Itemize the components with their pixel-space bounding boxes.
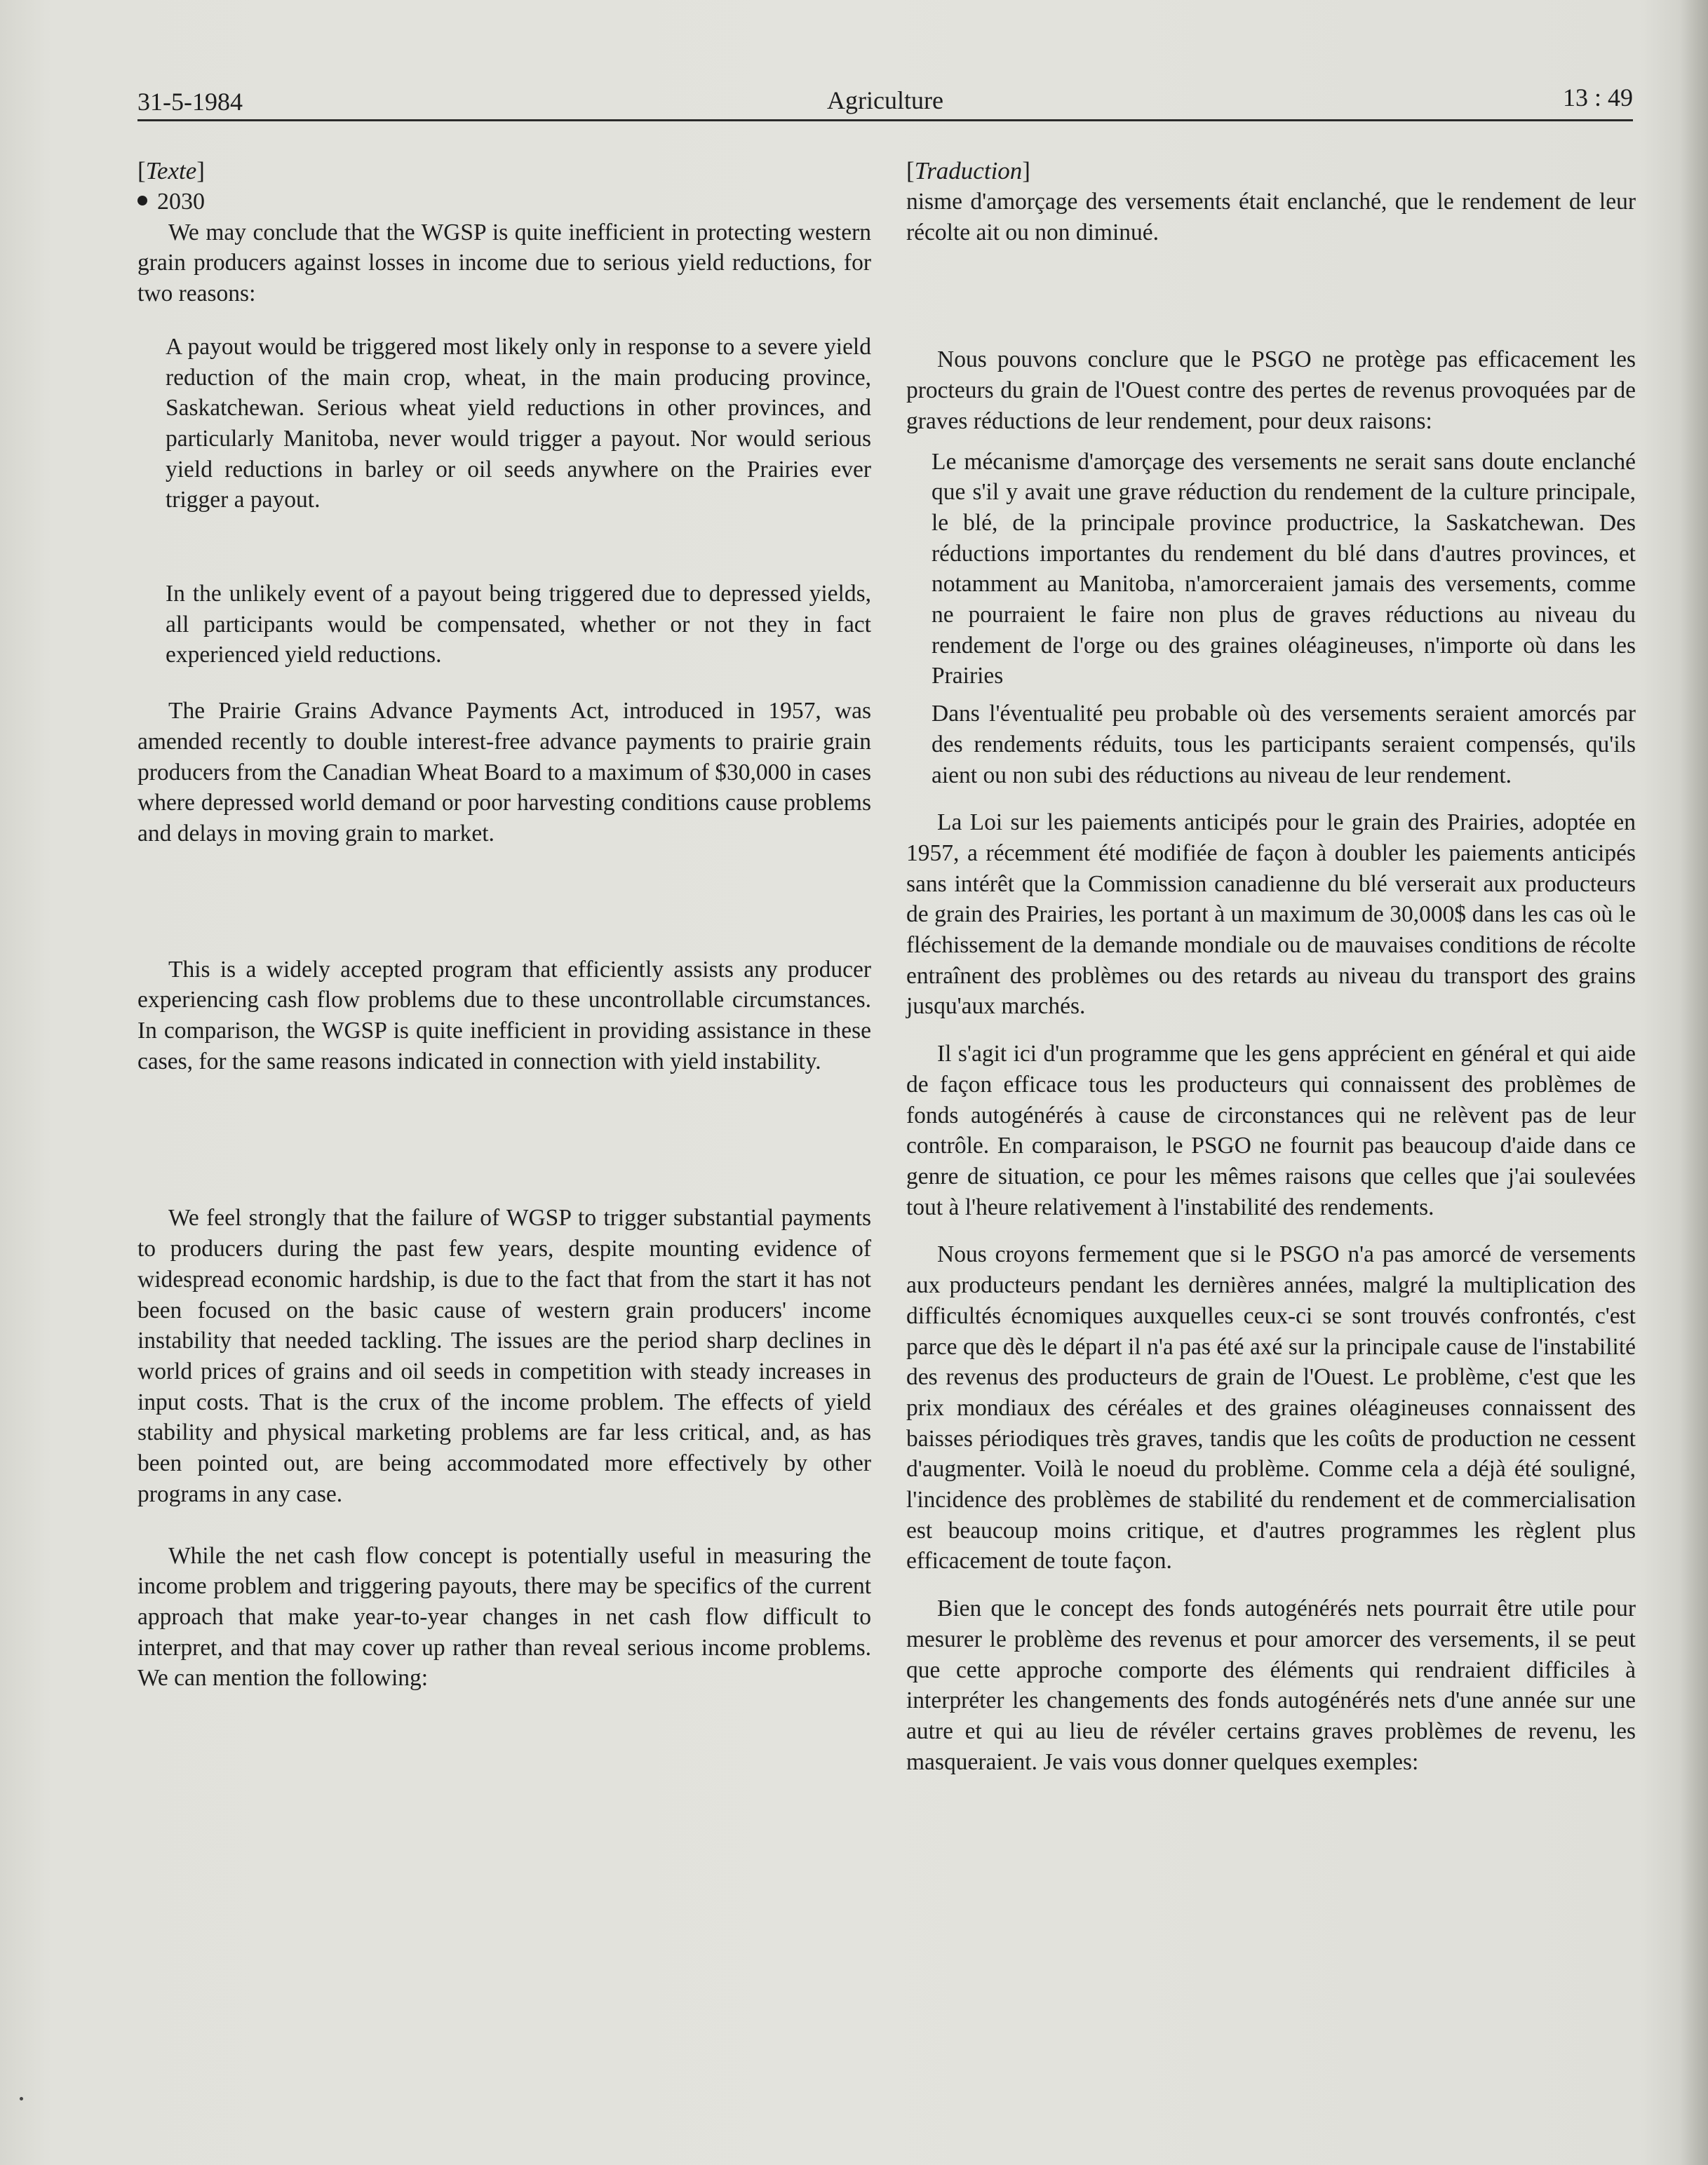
paragraph: Bien que le concept des fonds autogénérés nets pourrait être utile pour mesurer le problème des revenus et pour amorcer des versements, il se peut que cette approche comporte des éléments qui rendraient difficiles à interpréter les changements des fonds autogénérés nets d'une année sur une autre et qui au lieu de révéler certains graves problèmes de revenu, les masqueraient. Je vais vous donner quelques exemples: — [906, 1596, 1636, 1775]
paragraph: We feel strongly that the failure of WGSP to trigger substantial payments to producers during the past few years, despite mounting evidence of widespread economic hardship, is due to the fact that from the start it has not been focused on the basic cause of western grain producers' income instability that needed tackling. The issues are the period sharp declines in world prices of grains and oil seeds in competition with steady increases in input costs. That is the crux of the income problem. The effects of yield stability and physical marketing problems are far less critical, and, as has been pointed out, are being accommodated more effectively by other programs in any case. — [137, 1205, 871, 1507]
header-page-number: 13 : 49 — [1562, 83, 1633, 112]
indented-paragraph: Dans l'éventualité peu probable où des versements seraient amorcés par des rendements réduits, tous les participants seraient compensés, qu'ils aient ou non subi des réductions au niveau de leur rendement. — [932, 701, 1636, 788]
header-date: 31-5-1984 — [137, 88, 243, 116]
paragraph: Nous croyons fermement que si le PSGO n'a pas amorcé de versements aux producteurs pendant les dernières années, malgré la multiplication des difficultés écnomiques auxquelles ceux-ci se sont trouvés confrontés, c'est parce que dès le départ il n'a pas été axé sur la principale cause de l'instabilité des revenus des producteurs de grain de l'Ouest. Le problème, c'est que les prix mondiaux des céréales et des graines oléagineuses connaissent des baisses périodiques très graves, tandis que les coûts de production ne cessent d'augmenter. Voilà le noeud du problème. Comme cela a déjà été souligné, l'incidence des problèmes de stabilité du rendement et de commercialisation est beaucoup moins critique, et d'autres programmes les règlent plus efficacement de toute façon. — [906, 1241, 1636, 1574]
indented-paragraph: A payout would be triggered most likely only in response to a severe yield reduction of the main crop, wheat, in the main producing province, Saskatchewan. Serious wheat yield reductions in other provinces, and particularly Manitoba, never would trigger a payout. Nor would serious yield reductions in barley or oil seeds anywhere on the Prairies ever trigger a payout. — [166, 333, 871, 513]
running-header — [137, 83, 1633, 123]
indented-paragraph: Le mécanisme d'amorçage des versements ne serait sans doute enclanché que s'il y avait une grave réduction du rendement de la culture principale, le blé, de la principale province productrice, la Saskatchewan. Des réductions importantes du rendement du blé dans d'autres provinces, et notamment au Manitoba, n'amorceraient jamais des versements, comme ne pourraient le faire non plus de graves réductions au niveau du rendement de l'orge ou des graines oléagineuses, n'importe où dans les Prairies — [932, 448, 1636, 689]
header-title: Agriculture — [827, 86, 943, 114]
scan-speck — [20, 2097, 23, 2100]
page-edge-shadow — [1680, 0, 1708, 2165]
paragraph: The Prairie Grains Advance Payments Act, introduced in 1957, was amended recently to double interest-free advance payments to prairie grain producers from the Canadian Wheat Board to a maximum of $30,000 in cases where depressed world demand or poor harvesting conditions cause problems and delays in moving grain to market. — [137, 698, 871, 847]
paragraph: Nous pouvons conclure que le PSGO ne protège pas efficacement les procteurs du grain de l'Ouest contre des pertes de revenus provoquées par de graves réductions de leur rendement, pour deux raisons: — [906, 346, 1636, 434]
section-tag: [Traduction] — [906, 157, 1030, 184]
paragraph: While the net cash flow concept is potentially useful in measuring the income problem and triggering payouts, there may be specifics of the current approach that make year-to-year changes in net cash flow difficult to interpret, and that may cover up rather than reveal serious income problems. We can mention the following: — [137, 1542, 871, 1692]
bullet-icon — [137, 196, 147, 205]
paragraph: This is a widely accepted program that efficiently assists any producer experiencing cash flow problems due to these uncontrollable circumstances. In comparison, the WGSP is quite inefficient in providing assistance in these cases, for the same reasons indicated in connection with yield instability. — [137, 956, 871, 1074]
timestamp: 2030 — [137, 187, 871, 217]
header-rule — [137, 119, 1633, 121]
paragraph: nisme d'amorçage des versements était enclanché, que le rendement de leur récolte ait ou non diminué. — [906, 189, 1636, 245]
french-column — [906, 156, 1636, 1777]
paragraph: La Loi sur les paiements anticipés pour le grain des Prairies, adoptée en 1957, a récemment été modifiée de façon à doubler les paiements anticipés sans intérêt que la Commission canadienne du blé verserait aux producteurs de grain des Prairies, les portant à un maximum de 30,000$ dans les cas où le fléchissement de la demande mondiale ou de mauvaises conditions de récolte entraînent des problèmes ou des retards au niveau du transport des grains jusqu'aux marchés. — [906, 809, 1636, 1020]
english-column — [137, 156, 871, 1694]
paragraph: Il s'agit ici d'un programme que les gens apprécient en général et qui aide de façon efficace tous les producteurs qui connaissent des problèmes de fonds autogénérés à cause de circonstances qui ne relèvent pas de leur contrôle. En comparaison, le PSGO ne fournit pas beaucoup d'aide dans ce genre de situation, ce pour les mêmes raisons que celles que j'ai soulevées tout à l'heure relativement à l'instabilité des rendements. — [906, 1041, 1636, 1220]
section-tag: [Texte] — [137, 157, 205, 184]
paragraph: We may conclude that the WGSP is quite inefficient in protecting western grain producers against losses in income due to serious yield reductions, for two reasons: — [137, 219, 871, 307]
indented-paragraph: In the unlikely event of a payout being triggered due to depressed yields, all participants would be compensated, whether or not they in fact experienced yield reductions. — [166, 581, 871, 668]
